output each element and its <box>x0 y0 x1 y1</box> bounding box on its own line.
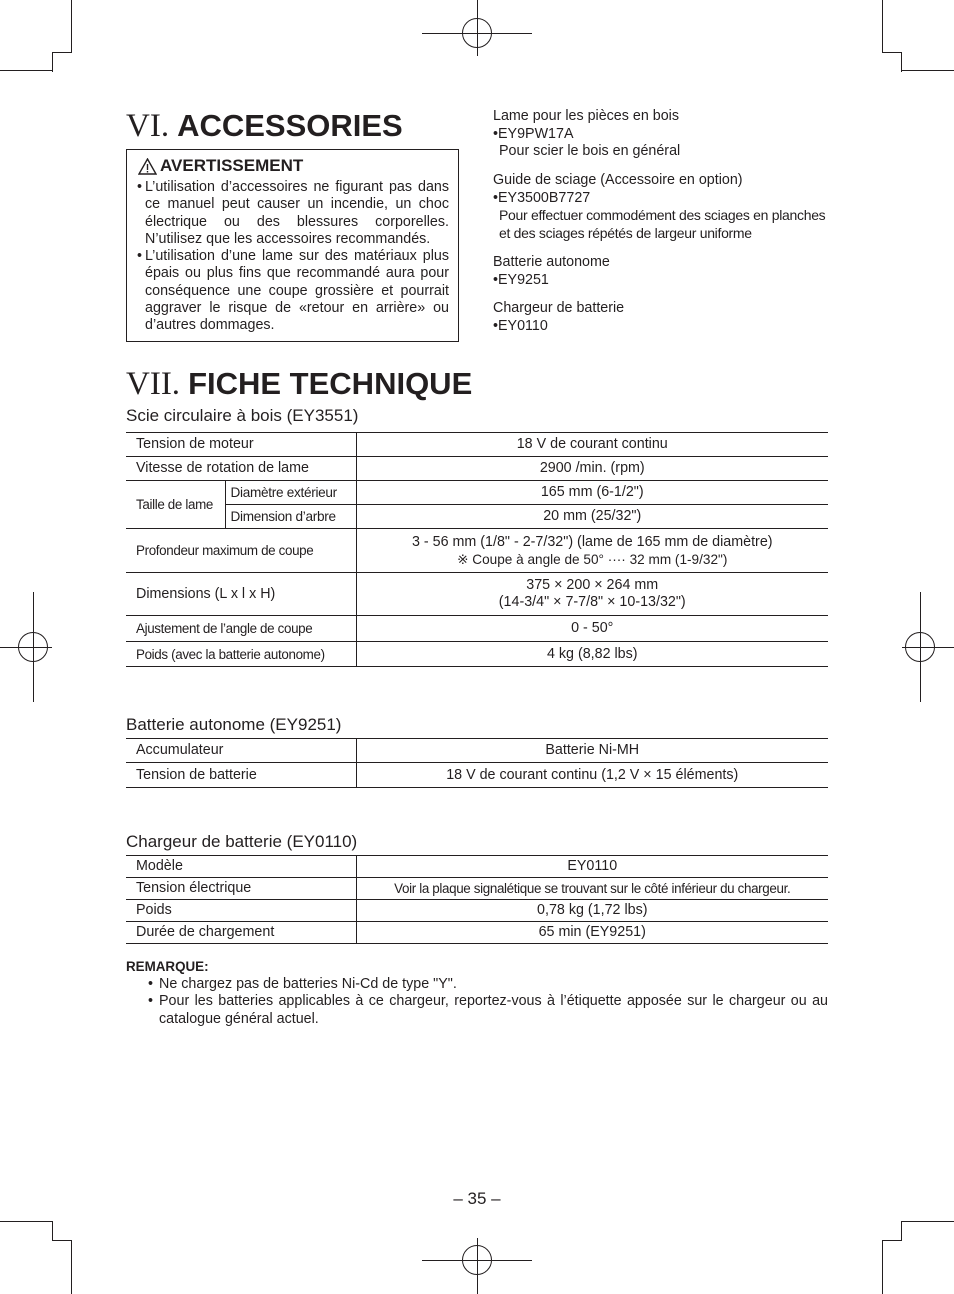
remark-item: • Ne chargez pas de batteries Ni-Cd de type "Y". <box>147 975 457 992</box>
remark-item: • Pour les batteries applicables à ce chargeur, reportez-vous à l’étiquette apposée sur le chargeur ou au catalogue général actuel. <box>147 993 828 1027</box>
accessory-model: •EY9251 <box>493 271 549 288</box>
charger-spec-title: Chargeur de batterie (EY0110) <box>126 832 358 851</box>
spec-label: Dimensions (L x l x H) <box>126 573 356 616</box>
accessory-model: •EY9PW17A <box>493 125 574 142</box>
warning-box <box>126 149 459 342</box>
section-number: VII. <box>126 366 181 402</box>
accessory-name: Batterie autonome <box>493 254 610 270</box>
section-heading-accessories <box>126 108 403 145</box>
spec-sublabel: Dimension d’arbre <box>225 505 356 529</box>
table-row <box>126 763 828 788</box>
section-title: FICHE TECHNIQUE <box>188 366 473 401</box>
accessory-charger <box>493 300 833 335</box>
spec-value: 65 min (EY9251) <box>356 922 828 944</box>
spec-label: Ajustement de l’angle de coupe <box>126 616 356 642</box>
spec-value: 0 - 50° <box>356 616 828 642</box>
spec-value: 3 - 56 mm (1/8" - 2-7/32") (lame de 165 mm de diamètre) ※ Coupe à angle de 50° ···· 32 mm (1-9/32") <box>356 529 828 573</box>
battery-spec-title: Batterie autonome (EY9251) <box>126 715 342 734</box>
spec-label: Taille de lame <box>126 481 225 529</box>
section-number: VI. <box>126 108 170 144</box>
spec-value: 18 V de courant continu <box>356 433 828 457</box>
accessory-guide <box>493 172 833 242</box>
section-heading-specs <box>126 366 472 403</box>
table-row <box>126 505 828 529</box>
table-row <box>126 616 828 642</box>
table-row <box>126 481 828 505</box>
spec-label: Tension de moteur <box>126 433 356 457</box>
battery-spec-table <box>126 738 828 788</box>
saw-spec-title: Scie circulaire à bois (EY3551) <box>126 406 359 425</box>
accessory-description: Pour scier le bois en général <box>499 143 681 159</box>
warning-item: • L’utilisation d’accessoires ne figurant pas dans ce manuel peut causer un incendie, un choc électrique ou des blessures corporelles. N’utilisez que les accessoires recommandés. <box>137 179 449 247</box>
accessory-description: Pour effectuer commodément des sciages en planches et des sciages répétés de largeur uniforme <box>499 207 826 241</box>
spec-value: EY0110 <box>356 856 828 878</box>
warning-title: AVERTISSEMENT <box>138 156 303 176</box>
spec-value: 20 mm (25/32") <box>356 505 828 529</box>
page-number: – 35 – <box>453 1189 501 1208</box>
accessory-model: •EY0110 <box>493 317 548 334</box>
spec-sublabel: Diamètre extérieur <box>225 481 356 505</box>
table-row <box>126 856 828 878</box>
spec-label: Poids <box>126 900 356 922</box>
table-row <box>126 642 828 667</box>
spec-label: Tension de batterie <box>126 763 356 788</box>
saw-spec-table <box>126 432 828 667</box>
table-row <box>126 878 828 900</box>
section-title: ACCESSORIES <box>177 108 403 143</box>
table-row <box>126 739 828 763</box>
spec-label: Poids (avec la batterie autonome) <box>126 642 356 667</box>
spec-value: Voir la plaque signalétique se trouvant sur le côté inférieur du chargeur. <box>356 878 828 900</box>
table-row <box>126 529 828 573</box>
table-row <box>126 573 828 616</box>
table-row <box>126 922 828 944</box>
spec-value: 2900 /min. (rpm) <box>356 457 828 481</box>
table-row <box>126 457 828 481</box>
spec-value: 165 mm (6-1/2") <box>356 481 828 505</box>
spec-value: Batterie Ni-MH <box>356 739 828 763</box>
spec-value: 4 kg (8,82 lbs) <box>356 642 828 667</box>
spec-label: Durée de chargement <box>126 922 356 944</box>
table-row <box>126 433 828 457</box>
spec-label: Accumulateur <box>126 739 356 763</box>
warning-triangle-icon <box>138 158 157 175</box>
spec-value: 375 × 200 × 264 mm (14-3/4" × 7-7/8" × 10-13/32") <box>356 573 828 616</box>
accessory-model: •EY3500B7727 <box>493 189 591 206</box>
accessory-blade <box>493 108 833 161</box>
spec-value: 0,78 kg (1,72 lbs) <box>356 900 828 922</box>
accessory-name: Lame pour les pièces en bois <box>493 108 679 124</box>
accessory-battery <box>493 254 833 289</box>
spec-label: Profondeur maximum de coupe <box>126 529 356 573</box>
spec-label: Vitesse de rotation de lame <box>126 457 356 481</box>
spec-label: Tension électrique <box>126 878 356 900</box>
remark-block <box>126 958 828 1028</box>
charger-spec-table <box>126 855 828 944</box>
spec-label: Modèle <box>126 856 356 878</box>
table-row <box>126 900 828 922</box>
accessory-name: Guide de sciage (Accessoire en option) <box>493 172 743 188</box>
accessory-name: Chargeur de batterie <box>493 300 625 316</box>
remark-title: REMARQUE: <box>126 959 209 974</box>
warning-item: • L’utilisation d’une lame sur des matériaux plus épais ou plus fins que recommandé aura pour conséquence une coupe grossière et pourrait aggraver le risque de «retour en arrière» ou d’autres dommages. <box>137 248 449 334</box>
spec-value: 18 V de courant continu (1,2 V × 15 éléments) <box>356 763 828 788</box>
